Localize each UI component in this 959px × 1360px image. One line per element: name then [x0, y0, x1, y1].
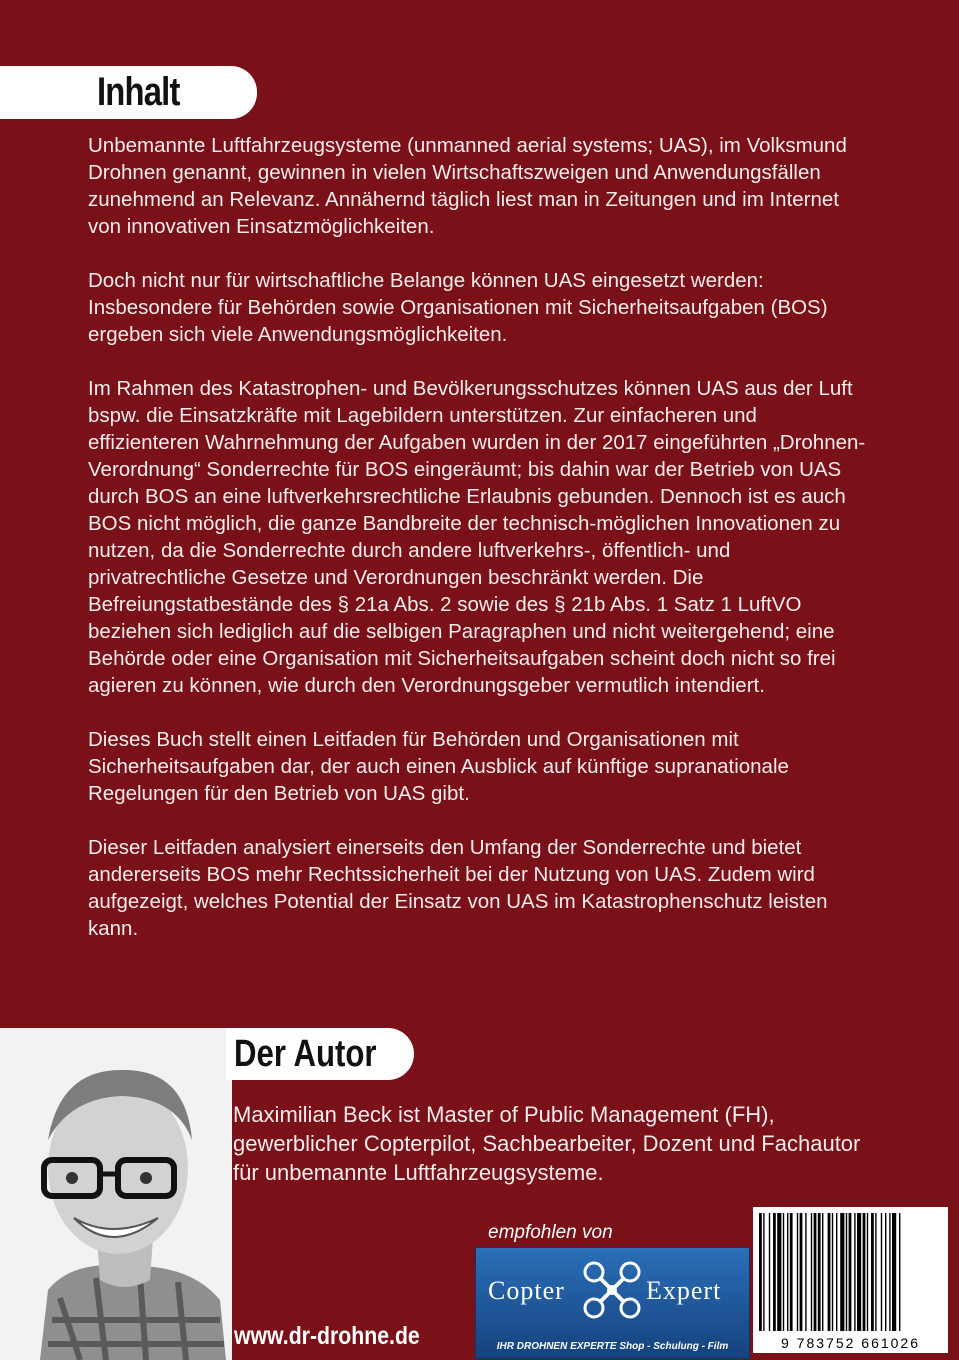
author-photo [0, 1028, 232, 1360]
barcode-bar [818, 1213, 821, 1331]
author-bio: Maximilian Beck ist Master of Public Management (FH), gewerblicher Copterpilot, Sachbearbeiter, Dozent und Fachautor für unbemannte Luftfahrzeugsysteme. [233, 1102, 861, 1185]
barcode-bar [777, 1213, 781, 1331]
barcode-bar [836, 1213, 837, 1331]
barcode-bar [763, 1213, 764, 1331]
content-paragraph-4: Dieses Buch stellt einen Leitfaden für Behörden und Organisationen mit Sicherheitsaufgaben dar, der auch einen Ausblick auf künftige supranationale Regelungen für den Betrieb von UAS gibt. [88, 728, 789, 805]
barcode-bar [805, 1213, 806, 1331]
barcode-bar [899, 1213, 900, 1331]
logo-tagline: IHR DROHNEN EXPERTE Shop - Schulung - Film [496, 1341, 729, 1352]
barcode-bar [892, 1213, 896, 1331]
barcode-bar [840, 1213, 844, 1331]
barcode-bar [867, 1213, 868, 1331]
barcode-bar [773, 1213, 776, 1331]
barcode-bar [822, 1213, 823, 1331]
barcode-bar [790, 1213, 793, 1331]
content-paragraph-1: Unbemannte Luftfahrzeugsysteme (unmanned aerial systems; UAS), im Volksmund Drohnen genannt, gewinnen in vielen Wirtschaftszweigen und Anwendungsfällen zunehmend an Relevanz. Annähernd täglich liest man in Zeitungen und im Internet von innovativen Einsatzmöglichkeiten. [88, 134, 847, 238]
barcode-bar [797, 1213, 798, 1331]
recommended-by-label: empfohlen von [488, 1222, 613, 1243]
logo-word-right: Expert [646, 1276, 722, 1305]
isbn-barcode [753, 1207, 948, 1353]
barcode-bar [875, 1213, 876, 1331]
barcode-bar [889, 1213, 890, 1331]
barcode-bar [769, 1213, 770, 1331]
section-title-autor-text: Der Autor [234, 1032, 377, 1075]
copter-expert-logo [475, 1247, 750, 1359]
barcode-bar [814, 1213, 817, 1331]
barcode-bar [885, 1213, 886, 1331]
barcode-bar [863, 1213, 866, 1331]
logo-word-left: Copter [488, 1276, 565, 1305]
barcode-bar [783, 1213, 784, 1331]
website-link[interactable]: www.dr-drohne.de [234, 1322, 420, 1350]
barcode-bar [854, 1213, 855, 1331]
barcode-bars [759, 1213, 942, 1331]
barcode-bar [857, 1213, 861, 1331]
barcode-bar [871, 1213, 874, 1331]
barcode-bar [828, 1213, 831, 1331]
barcode-bar [846, 1213, 847, 1331]
section-title-autor [226, 1028, 414, 1080]
barcode-bar [849, 1213, 852, 1331]
barcode-bar [881, 1213, 882, 1331]
section-title-inhalt-text: Inhalt [97, 70, 180, 114]
author-portrait-illustration [0, 1028, 232, 1360]
content-paragraph-5: Dieser Leitfaden analysiert einerseits den Umfang der Sonderrechte und bietet andererseits BOS mehr Rechtssicherheit bei der Nutzung von UAS. Zudem wird aufgezeigt, welches Potential der Einsatz von UAS im Katastrophenschutz leisten kann. [88, 836, 828, 940]
content-paragraph-3: Im Rahmen des Katastrophen- und Bevölkerungsschutzes können UAS aus der Luft bspw. die Einsatzkräfte mit Lagebildern unterstützen. Zur einfacheren und effizienteren Wahrnehmung der Aufgaben wurden in der 2017 eingeführten „Drohnen-Verordnung“ Sonderrechte für BOS eingeräumt; bis dahin war der Betrieb von UAS durch BOS an eine luftverkehrsrechtliche Erlaubnis gebunden. Dennoch ist es auch BOS nicht möglich, die ganze Bandbreite der technisch-möglichen Innovationen zu nutzen, da die Sonderrechte durch andere luftverkehrs-, öffentlich- und privatrechtliche Gesetze und Verordnungen beschränkt werden. Die Befreiungstatbestände des § 21a Abs. 2 sowie des § 21b Abs. 1 Satz 1 LuftVO beziehen sich lediglich auf die selbigen Paragraphen und nicht weitergehend; eine Behörde oder eine Organisation mit Sicherheitsaufgaben scheint doch nicht so frei agieren zu können, wie durch den Verordnungsgeber vermutlich intendiert. [88, 377, 866, 697]
barcode-bar [787, 1213, 788, 1331]
barcode-bar [811, 1213, 812, 1331]
content-body [88, 132, 868, 969]
barcode-bar [800, 1213, 803, 1331]
section-title-inhalt [0, 66, 257, 119]
barcode-bar [759, 1213, 762, 1331]
isbn-number: 9 783752 661026 [781, 1335, 920, 1351]
barcode-bar [832, 1213, 833, 1331]
drone-icon [582, 1260, 642, 1320]
content-paragraph-2: Doch nicht nur für wirtschaftliche Belange können UAS eingesetzt werden: Insbesondere für Behörden sowie Organisationen mit Sicherheitsaufgaben (BOS) ergeben sich viele Anwendungsmöglichkeiten. [88, 269, 828, 346]
